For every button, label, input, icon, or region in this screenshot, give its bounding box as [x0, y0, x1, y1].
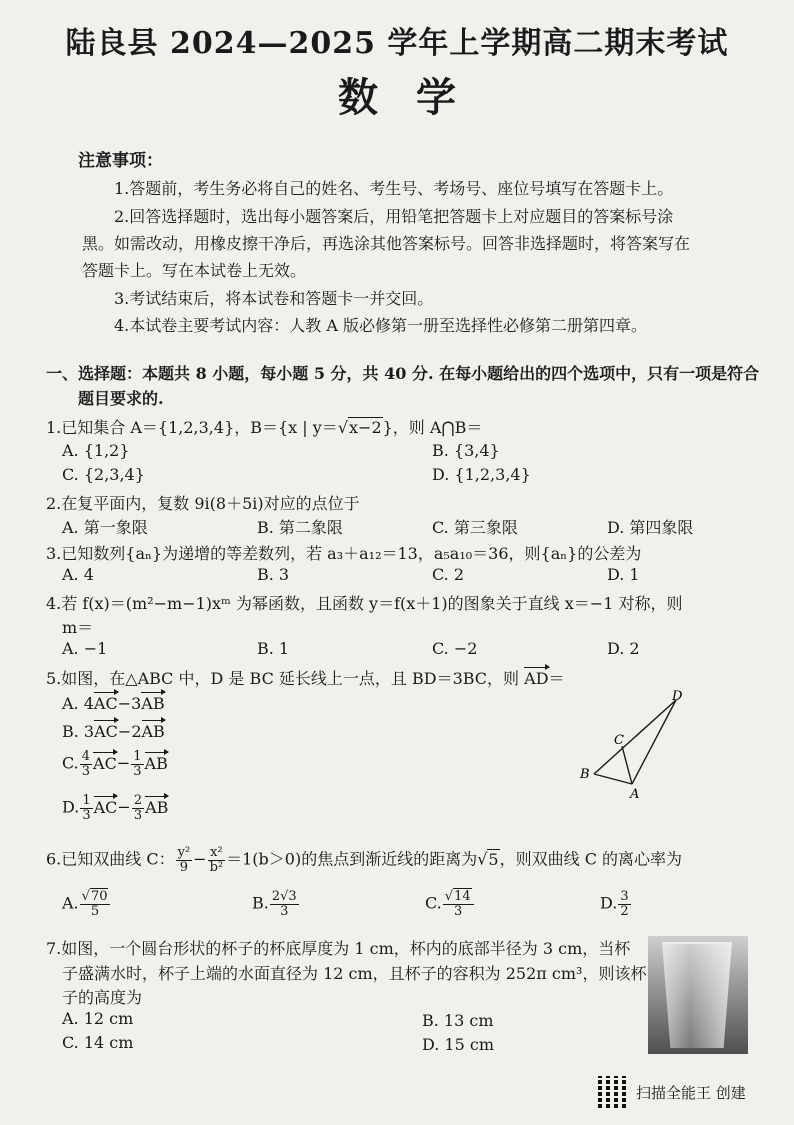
q6-option-d: D. $\frac{3}{2}$ [600, 889, 629, 919]
question-5-stem: 5.如图，在△ABC 中，D 是 BC 延长线上一点，且 BD＝3BC，则 AD＝ [46, 669, 565, 688]
question-3-stem: 3.已知数列{aₙ}为递增的等差数列，若 a₃＋a₁₂＝13，a₅a₁₀＝36，则{aₙ}的公差为 [46, 544, 642, 563]
q1-option-d: D. {1,2,3,4} [432, 465, 531, 484]
section-heading: 一、选择题：本题共 8 小题，每小题 5 分，共 40 分. 在每小题给出的四个选项中，只有一项是符合 [46, 364, 760, 383]
label-d: D [672, 689, 683, 704]
question-4-stem: 4.若 f(x)＝(m²−m−1)xᵐ 为幂函数，且函数 y＝f(x＋1)的图象关于直线 x＝−1 对称，则 [46, 594, 683, 613]
notice-heading: 注意事项： [78, 151, 163, 171]
q5-option-a: A. 4AC−3AB [62, 694, 165, 713]
q3-option-c: C. 2 [432, 565, 465, 584]
label-a: A [630, 787, 640, 800]
q7-option-d: D. 15 cm [422, 1035, 495, 1054]
q1-option-b: B. {3,4} [432, 441, 500, 460]
q6-option-b: B. $\frac{2√3}{3}$ [252, 889, 297, 919]
q3-option-b: B. 3 [257, 565, 290, 584]
q5-option-c: C. $\frac{4}{3}$ AC− $\frac{1}{3}$ AB [62, 749, 168, 779]
q2-option-d: D. 第四象限 [607, 518, 694, 537]
qr-code-icon [598, 1076, 630, 1108]
q3-option-d: D. 1 [607, 565, 640, 584]
question-4-stem-cont: m＝ [62, 618, 94, 637]
exam-title: 陆良县 2024—2025 学年上学期高二期末考试 [65, 26, 729, 61]
notice-line-3: 黑。如需改动，用橡皮擦干净后，再选涂其他答案标号。回答非选择题时，将答案写在 [82, 234, 691, 253]
notice-line-5: 3.考试结束后，将本试卷和答题卡一并交回。 [114, 289, 434, 308]
q4-option-c: C. −2 [432, 639, 478, 658]
notice-line-1: 1.答题前，考生务必将自己的姓名、考生号、考场号、座位号填写在答题卡上。 [114, 179, 674, 198]
question-2-stem: 2.在复平面内，复数 9i(8＋5i)对应的点位于 [46, 494, 360, 513]
exam-subject: 数学 [338, 74, 494, 121]
label-c: C [614, 733, 624, 748]
question-6-stem: 6.已知双曲线 C： $\frac{\text{y²}}{9}$ − $\frac{\text{x²}}{\text{b²}}$ ＝1(b＞0)的焦点到渐近线的距离为√5，则双曲线 C 的离心率为 [46, 845, 683, 875]
notice-line-6: 4.本试卷主要考试内容：人教 A 版必修第一册至选择性必修第二册第四章。 [114, 316, 647, 335]
q1-option-c: C. {2,3,4} [62, 465, 145, 484]
section-heading-cont: 题目要求的. [78, 389, 164, 408]
question-7-stem: 7.如图，一个圆台形状的杯子的杯底厚度为 1 cm，杯内的底部半径为 3 cm，当杯 [46, 939, 631, 958]
notice-line-2: 2.回答选择题时，选出每小题答案后，用铅笔把答题卡上对应题目的答案标号涂 [114, 207, 674, 226]
q5-option-b: B. 3AC−2AB [62, 722, 165, 741]
question-7-stem-l3: 子的高度为 [62, 988, 143, 1007]
q6-option-c: C. $\frac{√14}{3}$ [425, 890, 475, 918]
q4-option-b: B. 1 [257, 639, 290, 658]
sqrt-expression: x−2 [349, 418, 382, 437]
vector-ad: AD [524, 669, 549, 688]
q1-option-a: A. {1,2} [62, 441, 130, 460]
q2-option-a: A. 第一象限 [62, 518, 148, 537]
q2-option-b: B. 第二象限 [257, 518, 343, 537]
scanner-watermark: 扫描全能王 创建 [636, 1084, 746, 1102]
notice-line-4: 答题卡上。写在本试卷上无效。 [82, 261, 307, 280]
q4-option-d: D. 2 [607, 639, 640, 658]
cup-photo [648, 936, 748, 1054]
q4-option-a: A. −1 [62, 639, 108, 658]
question-1-stem: 1.已知集合 A＝{1,2,3,4}，B＝{x | y＝√x−2}，则 A⋂B＝ [46, 418, 483, 437]
q7-option-c: C. 14 cm [62, 1033, 134, 1052]
question-7-stem-l2: 子盛满水时，杯子上端的水面直径为 12 cm，且杯子的容积为 252π cm³，则该杯 [62, 964, 647, 983]
label-b: B [580, 767, 590, 782]
q7-option-a: A. 12 cm [62, 1009, 134, 1028]
q6-option-a: A. $\frac{√70}{5}$ [62, 890, 111, 918]
q5-option-d: D. $\frac{1}{3}$ AC− $\frac{2}{3}$ AB [62, 793, 169, 823]
q2-option-c: C. 第三象限 [432, 518, 518, 537]
q3-option-a: A. 4 [62, 565, 94, 584]
triangle-figure [570, 688, 690, 800]
q7-option-b: B. 13 cm [422, 1011, 494, 1030]
